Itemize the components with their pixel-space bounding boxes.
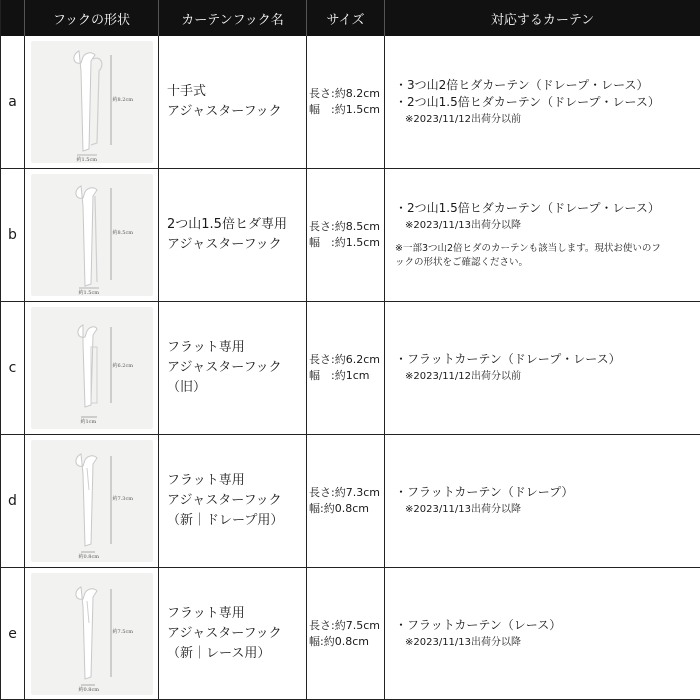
compat-item: ・3つ山2倍ヒダカーテン（ドレープ・レース） bbox=[395, 77, 649, 92]
header-name: カーテンフック名 bbox=[159, 0, 307, 36]
extra-note-line: ックの形状をご確認ください。 bbox=[395, 257, 529, 268]
hook-name-line: （新｜ドレープ用） bbox=[167, 513, 284, 528]
hook-name-line: （新｜レース用） bbox=[167, 645, 271, 661]
length-label: 約7.3cm bbox=[112, 496, 133, 502]
size-width: 幅:約0.8cm bbox=[309, 502, 369, 515]
compat-cell bbox=[385, 435, 700, 568]
length-label: 約7.5cm bbox=[112, 628, 133, 635]
width-label: 約1.5cm bbox=[76, 157, 97, 163]
ship-note: ※2023/11/12出荷分以前 bbox=[405, 371, 522, 382]
compat-cell bbox=[385, 568, 700, 700]
compat-item: ・フラットカーテン（ドレープ） bbox=[395, 485, 574, 499]
header-compat: 対応するカーテン bbox=[385, 0, 700, 36]
length-label: 約8.5cm bbox=[112, 230, 133, 236]
size-width: 幅 :約1.5cm bbox=[309, 103, 380, 116]
hook-name-line: アジャスターフック bbox=[167, 237, 282, 252]
size-length: 長さ:約7.3cm bbox=[309, 486, 380, 499]
width-label: 約0.8cm bbox=[78, 554, 99, 560]
hook-name-line: （旧） bbox=[167, 380, 207, 395]
hook-e-illustration bbox=[31, 573, 153, 695]
hook-b-illustration bbox=[31, 174, 153, 296]
compat-item: ・2つ山1.5倍ヒダカーテン（ドレープ・レース） bbox=[395, 94, 660, 109]
extra-note-line: ※一部3つ山2倍ヒダのカーテンも該当します。現状お使いのフ bbox=[395, 243, 661, 254]
compat-cell bbox=[385, 169, 700, 302]
row-label: a bbox=[1, 36, 25, 169]
width-label: 約1.5cm bbox=[78, 290, 99, 296]
ship-note: ※2023/11/13出荷分以降 bbox=[405, 220, 522, 231]
hook-image bbox=[31, 307, 153, 429]
compat-item: ・2つ山1.5倍ヒダカーテン（ドレープ・レース） bbox=[395, 201, 660, 215]
hook-photo bbox=[25, 169, 159, 302]
row-label: e bbox=[1, 568, 25, 700]
size-length: 長さ:約7.5cm bbox=[309, 618, 380, 632]
hook-size bbox=[307, 302, 385, 435]
compat-item: ・フラットカーテン（ドレープ・レース） bbox=[395, 352, 621, 366]
width-label: 約1cm bbox=[80, 419, 97, 425]
hook-photo bbox=[25, 568, 159, 700]
hook-image bbox=[31, 440, 153, 562]
hook-d-illustration bbox=[31, 440, 153, 562]
size-length: 長さ:約6.2cm bbox=[309, 353, 380, 366]
size-width: 幅:約0.8cm bbox=[309, 634, 369, 648]
row-label: c bbox=[1, 302, 25, 435]
size-width: 幅 :約1.5cm bbox=[309, 236, 380, 249]
hook-name bbox=[159, 36, 307, 169]
hook-c-illustration bbox=[31, 307, 153, 429]
row-label: b bbox=[1, 169, 25, 302]
hook-size bbox=[307, 435, 385, 568]
header-blank bbox=[1, 0, 25, 36]
hook-photo bbox=[25, 435, 159, 568]
compat-item: ・フラットカーテン（レース） bbox=[395, 617, 562, 632]
hook-name bbox=[159, 435, 307, 568]
ship-note: ※2023/11/13出荷分以降 bbox=[405, 504, 522, 515]
hook-size bbox=[307, 36, 385, 169]
length-label: 約8.2cm bbox=[112, 97, 133, 103]
hook-a-illustration bbox=[31, 41, 153, 163]
length-label: 約6.2cm bbox=[112, 363, 133, 369]
header-size: サイズ bbox=[307, 0, 385, 36]
hook-name bbox=[159, 169, 307, 302]
hook-name-line: アジャスターフック bbox=[167, 625, 282, 641]
size-width: 幅 :約1cm bbox=[309, 369, 370, 382]
hook-photo bbox=[25, 36, 159, 169]
compat-cell bbox=[385, 302, 700, 435]
hook-name-line: アジャスターフック bbox=[167, 493, 282, 508]
hook-name-line: フラット専用 bbox=[167, 605, 245, 621]
hook-name-line: フラット専用 bbox=[167, 340, 245, 355]
hook-name-line: 2つ山1.5倍ヒダ専用 bbox=[167, 217, 287, 232]
hook-photo bbox=[25, 302, 159, 435]
hook-size bbox=[307, 568, 385, 700]
hook-image bbox=[31, 41, 153, 163]
compat-cell bbox=[385, 36, 700, 169]
hook-name-line: 十手式 bbox=[167, 84, 207, 99]
hook-name-line: アジャスターフック bbox=[167, 104, 282, 119]
hook-name bbox=[159, 302, 307, 435]
width-label: 約0.8cm bbox=[78, 686, 99, 693]
hook-name bbox=[159, 568, 307, 700]
hook-name-line: フラット専用 bbox=[167, 473, 245, 488]
hook-image bbox=[31, 174, 153, 296]
hook-image bbox=[31, 573, 153, 695]
ship-note: ※2023/11/13出荷分以降 bbox=[405, 636, 522, 648]
row-label: d bbox=[1, 435, 25, 568]
hook-size bbox=[307, 169, 385, 302]
hook-name-line: アジャスターフック bbox=[167, 360, 282, 375]
ship-note: ※2023/11/12出荷分以前 bbox=[405, 113, 522, 125]
size-length: 長さ:約8.5cm bbox=[309, 220, 380, 233]
header-shape: フックの形状 bbox=[25, 0, 159, 36]
size-length: 長さ:約8.2cm bbox=[309, 87, 380, 100]
